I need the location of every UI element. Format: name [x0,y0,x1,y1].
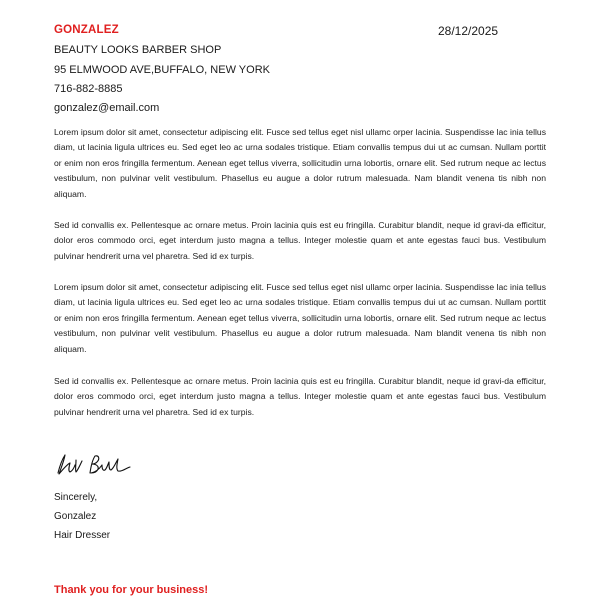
thank-you-message: Thank you for your business! [54,584,209,596]
handwritten-signature [52,451,132,479]
body-paragraph-1: Lorem ipsum dolor sit amet, consectetur adipiscing elit. Fusce sed tellus eget nisl ullamc orper lacinia. Suspendisse lac inia tellus diam, ut lacinia ligula ultrices eu. Sed eget leo ac urna sodales tristique. Etiam convallis tempus dui ut ac cumsan. Nullam porttit or enim non eros fringilla fermentum. Aenean eget tellus viverra, sollicitudin urna lobortis, ornare elit. Sed rutrum neque ac lectus vestibulum, non pulvinar velit vestibulum. Phasellus eu augue a dolor rutrum malesuada. Nam blandit venena tis nibh non aliquam. [54,127,546,199]
body-paragraph-3: Lorem ipsum dolor sit amet, consectetur adipiscing elit. Fusce sed tellus eget nisl ullamc orper lacinia. Suspendisse lac inia tellus diam, ut lacinia ligula ultrices eu. Sed eget leo ac urna sodales tristique. Etiam convallis tempus dui ut ac cumsan. Nullam porttit or enim non eros fringilla fermentum. Aenean eget tellus viverra, sollicitudin urna lobortis, ornare elit. Sed rutrum neque ac lectus vestibulum, non pulvinar velit vestibulum. Phasellus eu augue a dolor rutrum malesuada. Nam blandit venena tis nibh non aliquam. [54,282,546,354]
closing-salutation: Sincerely, [54,492,98,503]
sender-name: GONZALEZ [54,24,119,36]
business-phone: 716-882-8885 [54,83,123,95]
signer-title: Hair Dresser [54,530,111,541]
business-email: gonzalez@email.com [54,102,160,114]
business-name: BEAUTY LOOKS BARBER SHOP [54,44,222,56]
body-paragraph-2: Sed id convallis ex. Pellentesque ac ornare metus. Proin lacinia quis est eu fringilla. Curabitur blandit, neque id gravi-da efficitur, dolor eros commodo orci, eget interdum justo magna a tellus. Integer molestie quam et ante egestas fauci bus. Vestibulum pulvinar hendrerit urna vel pharetra. Sed id ex turpis. [54,220,546,261]
body-paragraph-4: Sed id convallis ex. Pellentesque ac ornare metus. Proin lacinia quis est eu fringilla. Curabitur blandit, neque id gravi-da efficitur, dolor eros commodo orci, eget interdum justo magna a tellus. Integer molestie quam et ante egestas fauci bus. Vestibulum pulvinar hendrerit urna vel pharetra. Sed id ex turpis. [54,376,546,417]
letter-date: 28/12/2025 [438,24,499,38]
signer-name: Gonzalez [54,511,97,522]
business-address: 95 ELMWOOD AVE,BUFFALO, NEW YORK [54,64,270,76]
